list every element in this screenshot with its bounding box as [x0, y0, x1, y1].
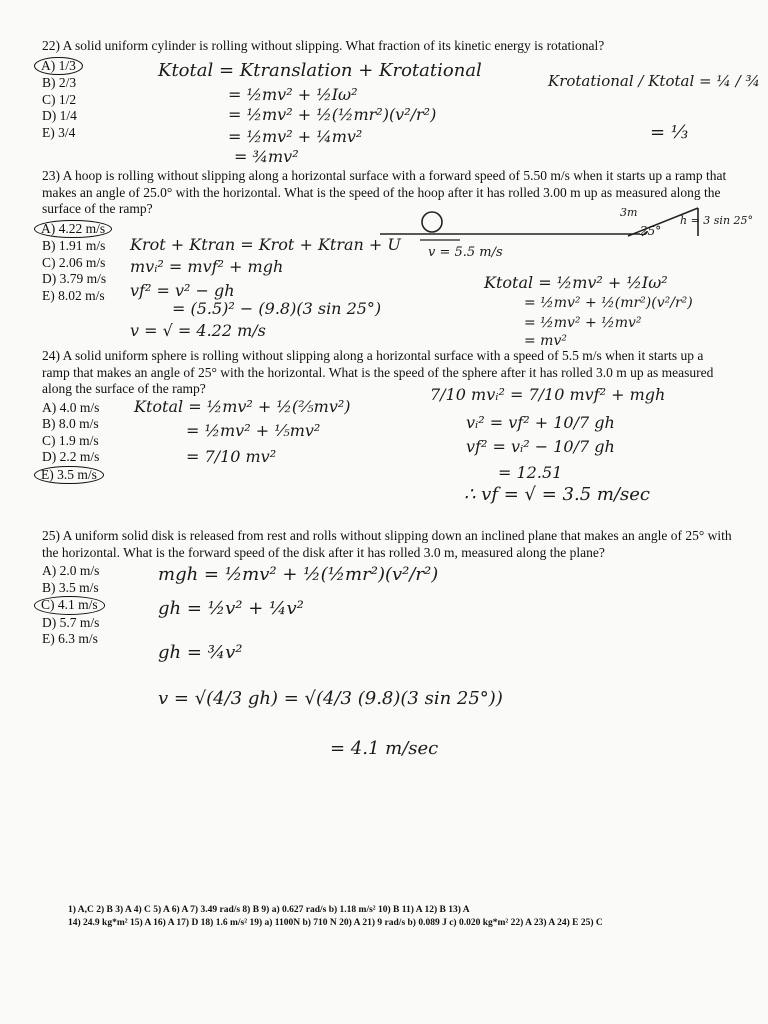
hw-line: = 4.1 m/sec	[330, 738, 439, 759]
option-d: D) 3.79 m/s	[42, 271, 107, 286]
hw-line: = 7/10 mv²	[186, 447, 277, 466]
hw-line: = ½mv² + ½(½mr²)(v²/r²)	[228, 105, 437, 124]
option-c-circled: C) 4.1 m/s	[34, 596, 105, 615]
option-b: B) 1.91 m/s	[42, 238, 106, 253]
hw-label: v = 5.5 m/s	[428, 245, 503, 260]
option-b: B) 3.5 m/s	[42, 579, 99, 595]
answer-key-line: 14) 24.9 kg*m² 15) A 16) A 17) D 18) 1.6 m/s² 19) a) 1100N b) 710 N 20) A 21) 9 rad/s b) 0.089 J c) 0.020 kg*m² 22) A 23) A 24) E 25) C	[68, 918, 603, 928]
hw-line: = ½mv² + ½Iω²	[228, 85, 358, 104]
question-text: 25) A uniform solid disk is released from rest and rolls without slipping down an inclined plane that makes an angle of 25° with the horizontal. What is the forward speed of the disk after it has rolled 3.0 m, measured along the plane?	[42, 528, 732, 560]
option-a-circled: A) 1/3	[34, 57, 83, 76]
hw-line: Krot + Ktran = Krot + Ktran + U	[130, 235, 401, 254]
question-text: 24) A solid uniform sphere is rolling without slipping along a horizontal surface with a speed of 5.5 m/s when it starts up a ramp that makes an angle of 25° with the horizontal. What is the speed of the sphere after it has rolled 3.0 m up as measured along the surface of the ramp?	[42, 348, 714, 396]
hw-line: = (5.5)² − (9.8)(3 sin 25°)	[172, 299, 382, 318]
option-d: D) 2.2 m/s	[42, 449, 100, 464]
option-c: C) 2.06 m/s	[42, 254, 106, 270]
option-a-circled: A) 4.22 m/s	[34, 220, 112, 239]
hw-line: gh = ¾v²	[158, 642, 243, 663]
hw-line: v = √(4/3 gh) = √(4/3 (9.8)(3 sin 25°))	[158, 688, 503, 709]
hw-line: v = √ = 4.22 m/s	[130, 321, 266, 340]
hw-line: mvᵢ² = mvf² + mgh	[130, 257, 284, 276]
hw-line: = mv²	[524, 333, 567, 349]
option-d: D) 1/4	[42, 108, 77, 123]
option-a: A) 4.0 m/s	[42, 399, 100, 415]
option-b: B) 8.0 m/s	[42, 416, 99, 431]
hw-line: = ½mv² + ½mv²	[524, 315, 642, 331]
question-text: 23) A hoop is rolling without slipping along a horizontal surface with a forward speed of 5.50 m/s when it starts up a ramp that makes an angle of 25.0° with the horizontal. What is the speed of the hoop after it has rolled 3.00 m up as measured along the surface of the ramp?	[42, 168, 727, 216]
hw-line: = ½mv² + ½(mr²)(v²/r²)	[524, 295, 693, 311]
hw-line: vf² = v² − gh	[130, 281, 235, 300]
option-e: E) 8.02 m/s	[42, 287, 105, 303]
option-c: C) 1.9 m/s	[42, 432, 99, 448]
hw-line: Ktotal = ½mv² + ½(⅖mv²)	[134, 397, 351, 416]
option-e-circled: E) 3.5 m/s	[34, 466, 104, 485]
option-b: B) 2/3	[42, 75, 77, 90]
hw-line: Ktotal = ½mv² + ½Iω²	[484, 273, 668, 292]
hw-line: vf² = vᵢ² − 10/7 gh	[466, 437, 615, 456]
hw-line: Ktotal = Ktranslation + Krotational	[158, 60, 482, 81]
answer-key-line: 1) A,C 2) B 3) A 4) C 5) A 6) A 7) 3.49 rad/s 8) B 9) a) 0.627 rad/s b) 1.18 m/s² 10) B 11) A 12) B 13) A	[68, 905, 470, 915]
hw-line: mgh = ½mv² + ½(½mr²)(v²/r²)	[158, 564, 439, 585]
hw-line: = ⅓	[650, 122, 689, 143]
option-c: C) 1/2	[42, 91, 77, 107]
question-24	[42, 348, 732, 484]
option-a: A) 2.0 m/s	[42, 563, 100, 578]
hw-line: 7/10 mvᵢ² = 7/10 mvf² + mgh	[430, 385, 666, 404]
hw-line: ∴ vf = √ = 3.5 m/sec	[464, 484, 650, 505]
option-d: D) 5.7 m/s	[42, 614, 100, 630]
option-e: E) 3/4	[42, 124, 76, 140]
hw-label: h = 3 sin 25°	[680, 214, 754, 227]
hw-label: 3m	[620, 206, 638, 219]
hw-line: Krotational / Ktotal = ¼ / ¾	[548, 72, 761, 90]
hw-line: = ½mv² + ¼mv²	[228, 127, 363, 146]
option-e: E) 6.3 m/s	[42, 631, 98, 646]
hw-line: = ½mv² + ⅕mv²	[186, 421, 321, 440]
hw-line: vᵢ² = vf² + 10/7 gh	[466, 413, 615, 432]
question-25	[42, 528, 732, 648]
answer-key	[68, 904, 748, 930]
hw-line: gh = ½v² + ¼v²	[158, 598, 304, 619]
hw-label: 25°	[640, 224, 662, 238]
hw-line: = ¾mv²	[234, 147, 299, 166]
hw-line: = 12.51	[498, 463, 563, 482]
question-text: 22) A solid uniform cylinder is rolling without slipping. What fraction of its kinetic energy is rotational?	[42, 38, 605, 53]
